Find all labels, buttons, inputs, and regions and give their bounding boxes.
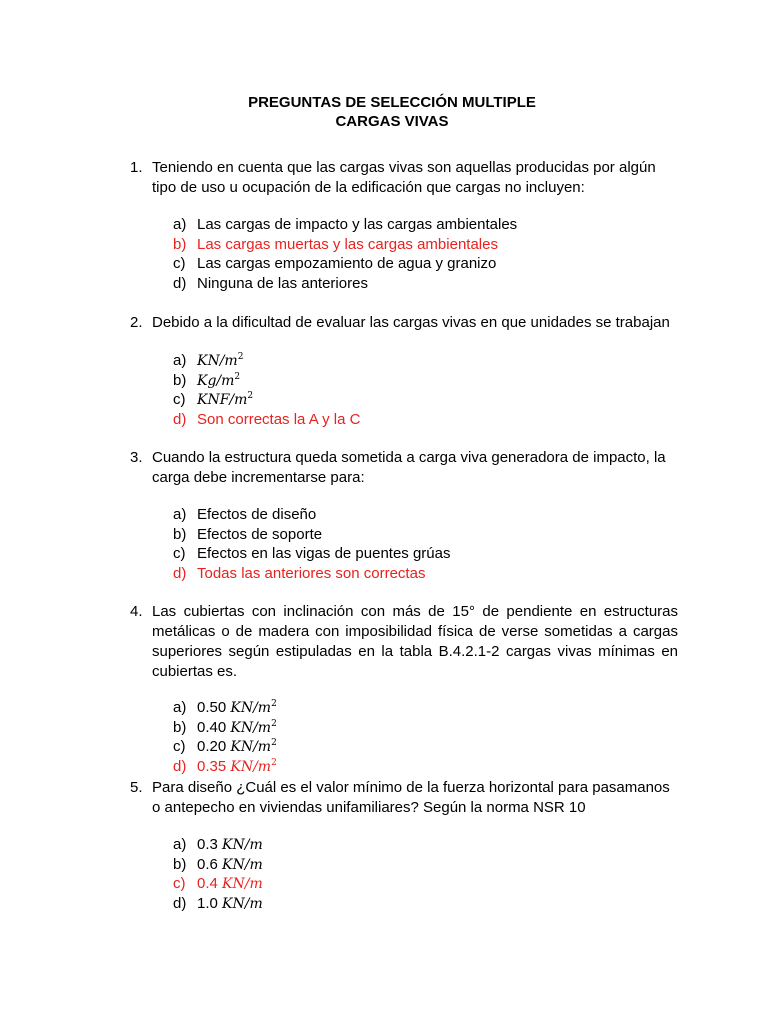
option-b (173, 855, 263, 875)
option-b (173, 371, 360, 391)
unit-text: KNF/m (197, 392, 248, 409)
question-2-options (173, 351, 360, 429)
option-c (173, 544, 451, 564)
option-b (173, 525, 451, 545)
option-unit (230, 720, 276, 736)
question-1 (130, 158, 678, 198)
option-text: Son correctas la A y la C (197, 410, 361, 428)
option-letter: b) (173, 718, 187, 736)
unit-text: KN/m (222, 876, 263, 893)
question-5-options (173, 835, 263, 913)
question-2 (130, 313, 678, 333)
option-text: Efectos de soporte (197, 525, 323, 543)
unit-text: KN/m (222, 856, 263, 873)
option-unit (197, 392, 253, 408)
option-text: Ninguna de las anteriores (197, 274, 368, 292)
unit-exponent: 2 (271, 699, 277, 709)
option-letter: a) (173, 699, 187, 716)
unit-exponent: 2 (271, 718, 277, 729)
unit-text: KN/m (230, 700, 272, 716)
option-d (173, 757, 277, 777)
question-5 (130, 778, 678, 818)
option-text: 0.40 (197, 718, 227, 736)
unit-text: KN/m (222, 837, 263, 853)
option-letter: c) (173, 391, 186, 409)
option-unit (222, 857, 263, 873)
option-c (173, 874, 263, 894)
option-text: 0.3 (197, 836, 218, 853)
option-letter: b) (173, 235, 187, 253)
unit-exponent: 2 (271, 738, 277, 749)
unit-text: KN/m (230, 758, 272, 775)
option-letter: c) (173, 738, 186, 756)
option-letter: a) (173, 216, 187, 233)
unit-text: KN/m (230, 719, 272, 736)
option-letter: a) (173, 506, 187, 523)
option-unit (230, 759, 276, 775)
question-text: Las cubiertas con inclinación con más de 15° de pendiente en estructuras metálicas o de madera con imposibilidad física de verse sometidas a cargas superiores según estipuladas en la tabla B.4.2.1-2 cargas vivas mínimas en cubiertas es. (152, 603, 678, 680)
option-letter: b) (173, 371, 187, 389)
question-number: 4. (130, 603, 143, 620)
unit-exponent: 2 (247, 391, 254, 402)
option-text: 0.6 (197, 855, 218, 873)
document-subtitle: CARGAS VIVAS (335, 113, 449, 130)
unit-text: KN/m (230, 739, 272, 756)
option-letter: d) (173, 274, 187, 292)
option-text: Efectos de diseño (197, 506, 317, 523)
option-letter: a) (173, 836, 187, 853)
option-d (173, 894, 263, 914)
option-letter: d) (173, 410, 187, 428)
unit-exponent: 2 (271, 757, 277, 768)
option-letter: d) (173, 564, 187, 582)
unit-text: KN/m (197, 353, 238, 369)
question-number: 5. (130, 779, 143, 796)
option-unit (222, 896, 263, 912)
option-text: 0.35 (197, 757, 227, 775)
option-d (173, 564, 451, 584)
question-text: Debido a la dificultad de evaluar las cargas vivas en que unidades se trabajan (152, 314, 670, 331)
option-unit (222, 876, 263, 892)
question-text: Para diseño ¿Cuál es el valor mínimo de la fuerza horizontal para pasamanos o antepecho en viviendas unifamiliares? Según la norma NSR 10 (152, 779, 670, 816)
option-text: Las cargas de impacto y las cargas ambientales (197, 216, 518, 233)
option-a (173, 215, 517, 235)
question-4 (130, 602, 678, 682)
document-title: PREGUNTAS DE SELECCIÓN MULTIPLE (248, 94, 536, 111)
option-unit (197, 353, 243, 369)
option-unit (222, 837, 263, 853)
option-text: 0.4 (197, 875, 218, 893)
option-b (173, 718, 277, 738)
option-a (173, 505, 451, 525)
unit-text: KN/m (222, 895, 263, 912)
option-unit (230, 700, 276, 716)
option-text: Efectos en las vigas de puentes grúas (197, 545, 451, 563)
unit-exponent: 2 (237, 352, 244, 362)
option-letter: a) (173, 352, 187, 369)
option-c (173, 737, 277, 757)
question-3-options (173, 505, 451, 583)
option-text: 0.50 (197, 699, 227, 716)
option-d (173, 410, 360, 430)
question-number: 1. (130, 159, 143, 176)
option-letter: c) (173, 545, 186, 563)
option-letter: d) (173, 894, 187, 912)
question-4-options (173, 698, 277, 776)
option-letter: c) (173, 875, 186, 893)
question-number: 2. (130, 314, 143, 331)
option-d (173, 274, 517, 294)
option-text: Las cargas muertas y las cargas ambientales (197, 235, 498, 253)
option-text: 1.0 (197, 894, 218, 912)
question-text: Cuando la estructura queda sometida a carga viva generadora de impacto, la carga debe incrementarse para: (152, 449, 666, 486)
unit-text: Kg/m (197, 372, 235, 389)
option-text: Las cargas empozamiento de agua y granizo (197, 255, 497, 273)
option-a (173, 835, 263, 855)
question-3 (130, 448, 678, 488)
option-c (173, 390, 360, 410)
option-letter: b) (173, 855, 187, 873)
question-number: 3. (130, 449, 143, 466)
option-a (173, 698, 277, 718)
option-unit (230, 739, 276, 755)
option-letter: d) (173, 757, 187, 775)
question-text: Teniendo en cuenta que las cargas vivas son aquellas producidas por algún tipo de uso u ocupación de la edificación que cargas no incluyen: (152, 159, 656, 196)
option-letter: c) (173, 255, 186, 273)
option-c (173, 254, 517, 274)
unit-exponent: 2 (234, 371, 241, 382)
option-unit (197, 373, 240, 389)
option-letter: b) (173, 525, 187, 543)
option-text: 0.20 (197, 738, 227, 756)
option-a (173, 351, 360, 371)
option-text: Todas las anteriores son correctas (197, 564, 426, 582)
option-b (173, 235, 517, 255)
question-1-options (173, 215, 517, 293)
